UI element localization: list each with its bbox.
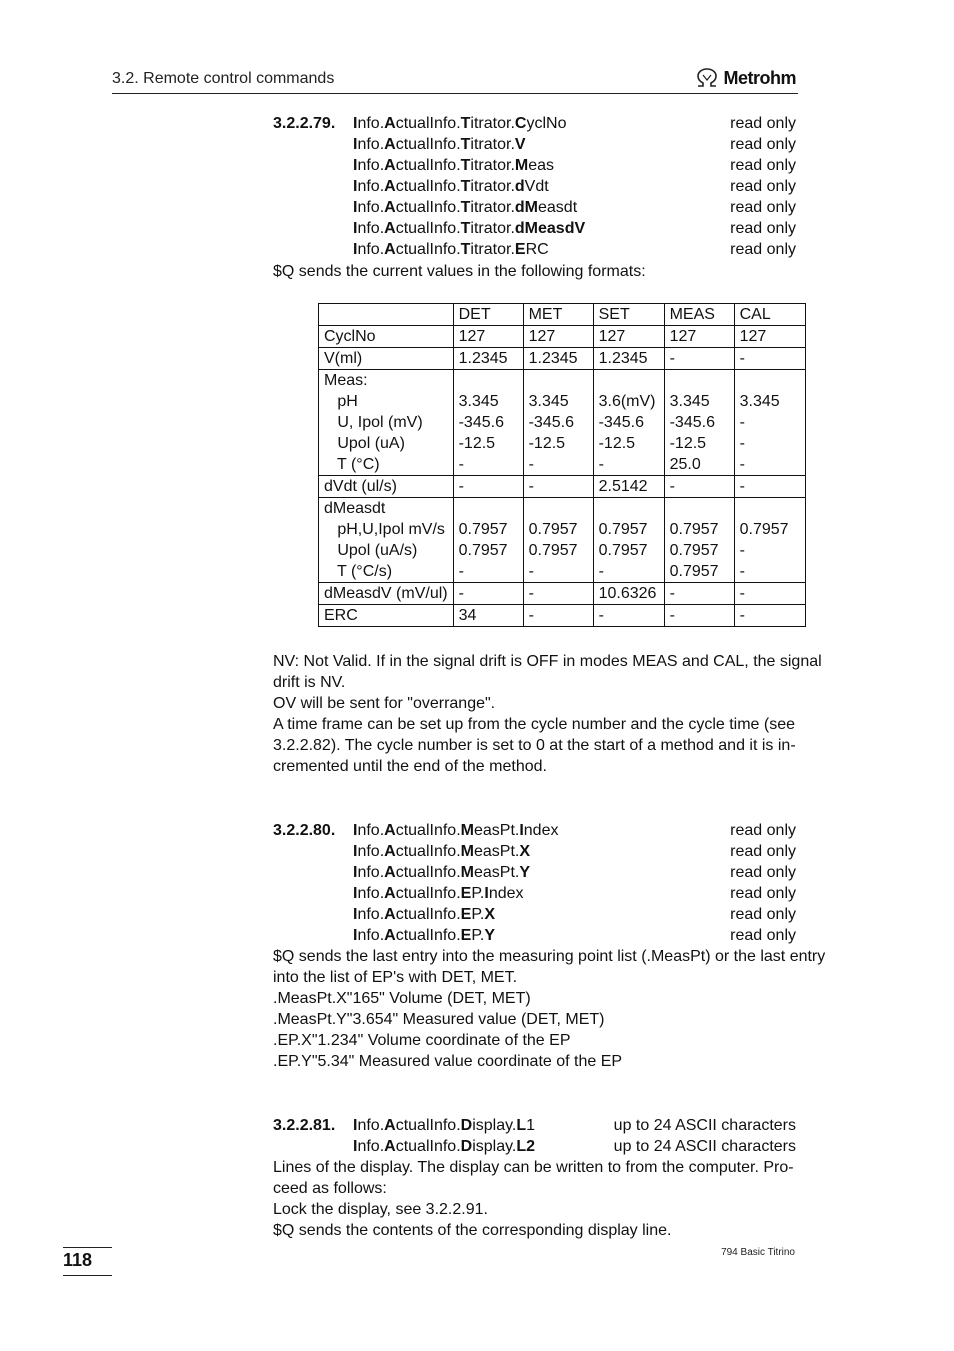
command-name: Info.ActualInfo.Titrator.dMeasdt xyxy=(353,199,578,216)
command-name: Info.ActualInfo.EP.X xyxy=(353,906,496,923)
footer-document-name: 794 Basic Titrino xyxy=(721,1247,795,1258)
value-cell: 1.2345 xyxy=(593,348,664,370)
page-number-rule-bottom xyxy=(63,1275,112,1276)
text-line: .EP.Y"5.34" Measured value coordinate of the EP xyxy=(273,1053,623,1070)
command-row xyxy=(273,820,796,841)
values-table xyxy=(318,303,806,627)
command-name: Info.ActualInfo.MeasPt.Y xyxy=(353,864,530,881)
text-line: .EP.X"1.234" Volume coordinate of the EP xyxy=(273,1032,571,1049)
command-row xyxy=(273,1115,796,1136)
table-row xyxy=(319,605,806,627)
access-mode: up to 24 ASCII characters xyxy=(613,1138,796,1155)
value-cell: 10.6326 xyxy=(593,583,664,605)
row-label-cell: Meas: pH U, Ipol (mV) Upol (uA) T (°C) xyxy=(319,370,454,476)
text-line: into the list of EP's with DET, MET. xyxy=(273,969,518,986)
column-header: MET xyxy=(523,304,593,326)
value-cell: - xyxy=(664,583,734,605)
block1-intro: $Q sends the current values in the following formats: xyxy=(273,263,646,280)
command-block-81 xyxy=(273,1115,796,1157)
row-label-cell: V(ml) xyxy=(319,348,454,370)
command-block-80 xyxy=(273,820,796,946)
value-cell: 127 xyxy=(453,326,523,348)
command-row xyxy=(273,134,796,155)
access-mode: up to 24 ASCII characters xyxy=(613,1117,796,1134)
command-name: Info.ActualInfo.EP.Y xyxy=(353,927,496,944)
row-label-cell: CyclNo xyxy=(319,326,454,348)
access-mode: read only xyxy=(730,241,796,258)
row-label-cell: dVdt (ul/s) xyxy=(319,476,454,498)
command-block-79 xyxy=(273,113,796,260)
page-header xyxy=(112,66,798,96)
access-mode: read only xyxy=(730,864,796,881)
section-number: 3.2.2.80. xyxy=(273,822,336,839)
value-cell: 1.2345 xyxy=(523,348,593,370)
table-row xyxy=(319,476,806,498)
command-row xyxy=(273,862,796,883)
section-number: 3.2.2.79. xyxy=(273,115,336,132)
row-label-cell: ERC xyxy=(319,605,454,627)
command-name: Info.ActualInfo.Titrator.CyclNo xyxy=(353,115,567,132)
command-name: Info.ActualInfo.Titrator.V xyxy=(353,136,526,153)
value-cell: - xyxy=(523,583,593,605)
section-title: 3.2. Remote control commands xyxy=(112,70,335,87)
access-mode: read only xyxy=(730,822,796,839)
notes-block-81 xyxy=(273,1157,798,1241)
table-row xyxy=(319,348,806,370)
column-header: SET xyxy=(593,304,664,326)
column-header xyxy=(319,304,454,326)
access-mode: read only xyxy=(730,178,796,195)
value-cell: 34 xyxy=(453,605,523,627)
page-number-rule-top xyxy=(63,1247,112,1248)
value-cell: 2.5142 xyxy=(593,476,664,498)
text-line: drift is NV. xyxy=(273,674,346,691)
access-mode: read only xyxy=(730,157,796,174)
command-name: Info.ActualInfo.Titrator.dVdt xyxy=(353,178,549,195)
access-mode: read only xyxy=(730,115,796,132)
access-mode: read only xyxy=(730,199,796,216)
command-name: Info.ActualInfo.Display.L1 xyxy=(353,1117,536,1134)
value-cell: - xyxy=(664,605,734,627)
text-line: .MeasPt.X"165" Volume (DET, MET) xyxy=(273,990,531,1007)
access-mode: read only xyxy=(730,843,796,860)
access-mode: read only xyxy=(730,220,796,237)
section-number: 3.2.2.81. xyxy=(273,1117,336,1134)
command-name: Info.ActualInfo.Titrator.ERC xyxy=(353,241,549,258)
brand-logo xyxy=(695,66,797,90)
value-cell: - xyxy=(734,476,805,498)
command-name: Info.ActualInfo.Titrator.dMeasdV xyxy=(353,220,586,237)
text-line: ceed as follows: xyxy=(273,1180,387,1197)
command-name: Info.ActualInfo.MeasPt.Index xyxy=(353,822,559,839)
table-row xyxy=(319,583,806,605)
notes-block-80 xyxy=(273,946,826,1072)
text-line: $Q sends the contents of the corresponding display line. xyxy=(273,1222,672,1239)
text-line: Lines of the display. The display can be written to from the computer. Pro- xyxy=(273,1159,794,1176)
value-cell: 0.7957 0.7957 - xyxy=(593,498,664,583)
value-cell: - xyxy=(593,605,664,627)
value-cell: - xyxy=(664,476,734,498)
value-cell: - xyxy=(734,348,805,370)
command-row xyxy=(273,155,796,176)
value-cell: 127 xyxy=(593,326,664,348)
text-line: NV: Not Valid. If in the signal drift is OFF in modes MEAS and CAL, the signal xyxy=(273,653,822,670)
command-row xyxy=(273,197,796,218)
value-cell: - xyxy=(734,583,805,605)
command-row xyxy=(273,113,796,134)
notes-block-79 xyxy=(273,651,822,777)
value-cell: 3.345 -345.6 -12.5 - xyxy=(523,370,593,476)
value-cell: 3.345 -345.6 -12.5 25.0 xyxy=(664,370,734,476)
command-name: Info.ActualInfo.MeasPt.X xyxy=(353,843,530,860)
table-row xyxy=(319,370,806,476)
value-cell: 3.6(mV) -345.6 -12.5 - xyxy=(593,370,664,476)
omega-logo-icon xyxy=(695,68,719,88)
table-row xyxy=(319,326,806,348)
value-cell: 3.345 -345.6 -12.5 - xyxy=(453,370,523,476)
command-row xyxy=(273,925,796,946)
command-row xyxy=(273,883,796,904)
text-line: 3.2.2.82). The cycle number is set to 0 at the start of a method and it is in- xyxy=(273,737,796,754)
command-name: Info.ActualInfo.Titrator.Meas xyxy=(353,157,555,174)
text-line: $Q sends the last entry into the measuring point list (.MeasPt) or the last entry xyxy=(273,948,826,965)
command-row xyxy=(273,176,796,197)
text-line: A time frame can be set up from the cycle number and the cycle time (see xyxy=(273,716,796,733)
value-cell: 3.345 - - - xyxy=(734,370,805,476)
column-header: CAL xyxy=(734,304,805,326)
access-mode: read only xyxy=(730,885,796,902)
table-row xyxy=(319,498,806,583)
value-cell: - xyxy=(664,348,734,370)
command-row xyxy=(273,904,796,925)
value-cell: 127 xyxy=(734,326,805,348)
access-mode: read only xyxy=(730,136,796,153)
value-cell: - xyxy=(734,605,805,627)
command-name: Info.ActualInfo.EP.Index xyxy=(353,885,524,902)
text-line: OV will be sent for "overrange". xyxy=(273,695,496,712)
table-header-row xyxy=(319,304,806,326)
command-row xyxy=(273,841,796,862)
value-cell: - xyxy=(523,476,593,498)
value-cell: - xyxy=(453,476,523,498)
value-cell: 0.7957 0.7957 0.7957 xyxy=(664,498,734,583)
command-row xyxy=(273,239,796,260)
value-cell: 0.7957 0.7957 - xyxy=(523,498,593,583)
text-line: Lock the display, see 3.2.2.91. xyxy=(273,1201,488,1218)
value-cell: - xyxy=(453,583,523,605)
value-cell: 0.7957 - - xyxy=(734,498,805,583)
brand-name: Metrohm xyxy=(723,67,796,88)
page-number: 118 xyxy=(63,1250,93,1270)
value-cell: 127 xyxy=(664,326,734,348)
text-line: cremented until the end of the method. xyxy=(273,758,547,775)
access-mode: read only xyxy=(730,906,796,923)
command-name: Info.ActualInfo.Display.L2 xyxy=(353,1138,536,1155)
column-header: DET xyxy=(453,304,523,326)
value-cell: 0.7957 0.7957 - xyxy=(453,498,523,583)
command-row xyxy=(273,218,796,239)
access-mode: read only xyxy=(730,927,796,944)
value-cell: 1.2345 xyxy=(453,348,523,370)
row-label-cell: dMeasdt pH,U,Ipol mV/s Upol (uA/s) T (°C/s) xyxy=(319,498,454,583)
row-label-cell: dMeasdV (mV/ul) xyxy=(319,583,454,605)
command-row xyxy=(273,1136,796,1157)
value-cell: 127 xyxy=(523,326,593,348)
value-cell: - xyxy=(523,605,593,627)
column-header: MEAS xyxy=(664,304,734,326)
header-rule xyxy=(112,93,798,94)
text-line: .MeasPt.Y"3.654" Measured value (DET, MET) xyxy=(273,1011,605,1028)
